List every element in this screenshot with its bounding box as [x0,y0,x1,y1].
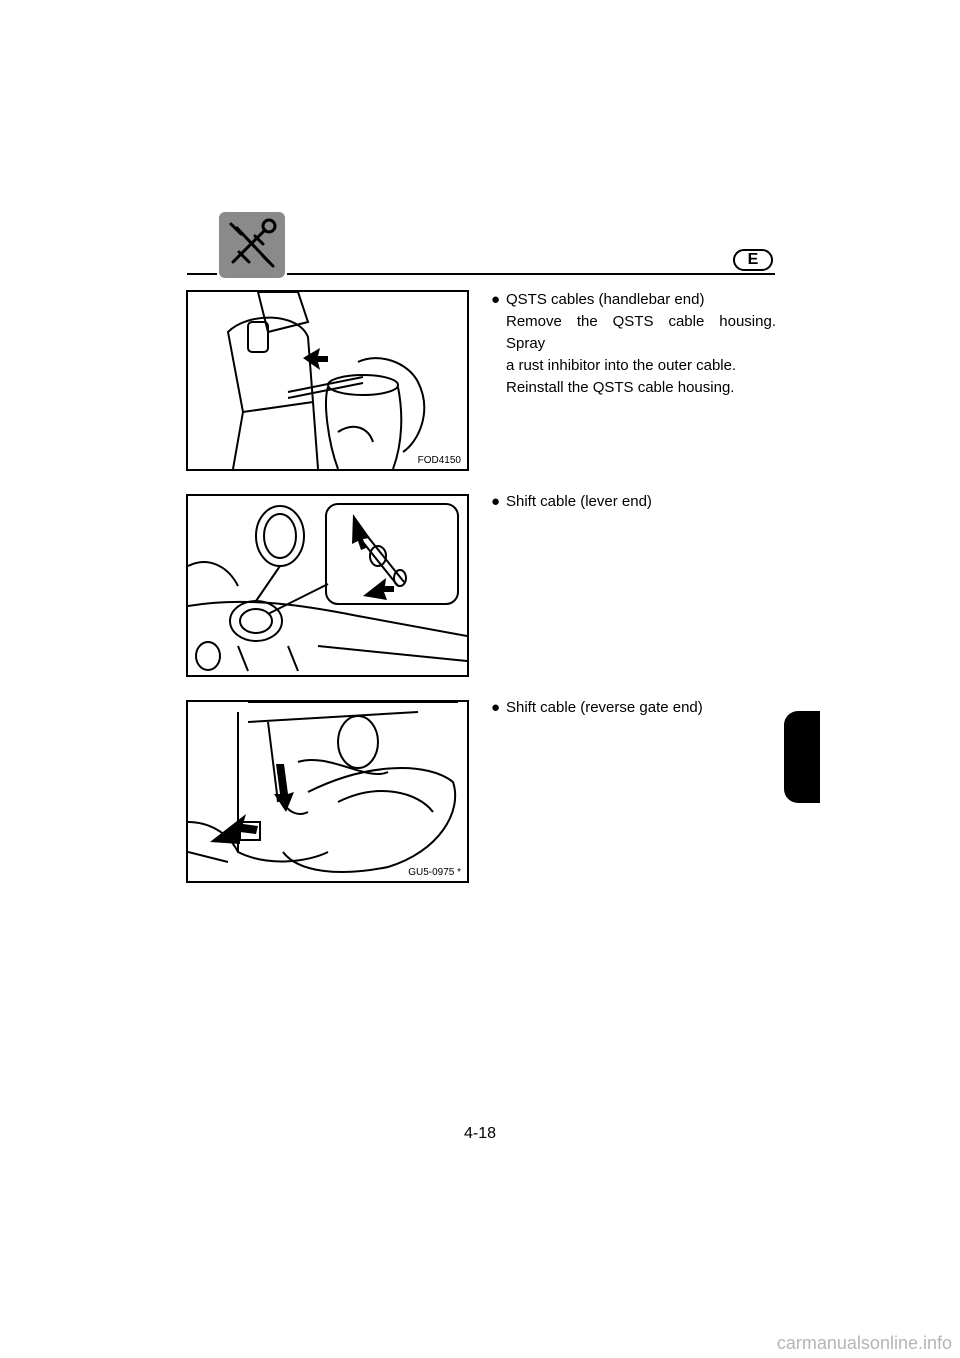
language-badge: E [733,249,773,271]
item-heading: Shift cable (reverse gate end) [506,699,703,716]
item-text-line: Reinstall the QSTS cable housing. [506,379,735,396]
header-rule-left [187,273,217,275]
tools-icon [219,212,285,278]
figure-3-illustration [188,702,467,881]
page-number: 4-18 [463,1125,497,1142]
watermark: carmanualsonline.info [776,1333,952,1353]
item-text-line: Remove the QSTS cable housing. Spray [506,313,776,352]
figure-code: FOD4150 [417,455,461,466]
figure-shift-cable-lever-end [186,494,469,677]
header-rule-right [287,273,775,275]
figure-code: GU5-0975 * [408,867,461,878]
item-heading: Shift cable (lever end) [506,493,652,510]
figure-2-illustration [188,496,467,675]
bullet-icon: ● [491,291,501,308]
list-item-shift-cable-reverse-gate-end [491,697,776,719]
bullet-icon: ● [491,493,501,510]
list-item-qsts-cables [491,289,776,399]
item-heading: QSTS cables (handlebar end) [506,291,705,308]
figure-qsts-cables [186,290,469,471]
bullet-icon: ● [491,699,501,716]
chapter-tab [784,711,820,803]
figure-1-illustration [188,292,467,469]
list-item-shift-cable-lever-end [491,491,776,513]
figure-shift-cable-reverse-gate-end [186,700,469,883]
item-text-line: a rust inhibitor into the outer cable. [506,357,737,374]
